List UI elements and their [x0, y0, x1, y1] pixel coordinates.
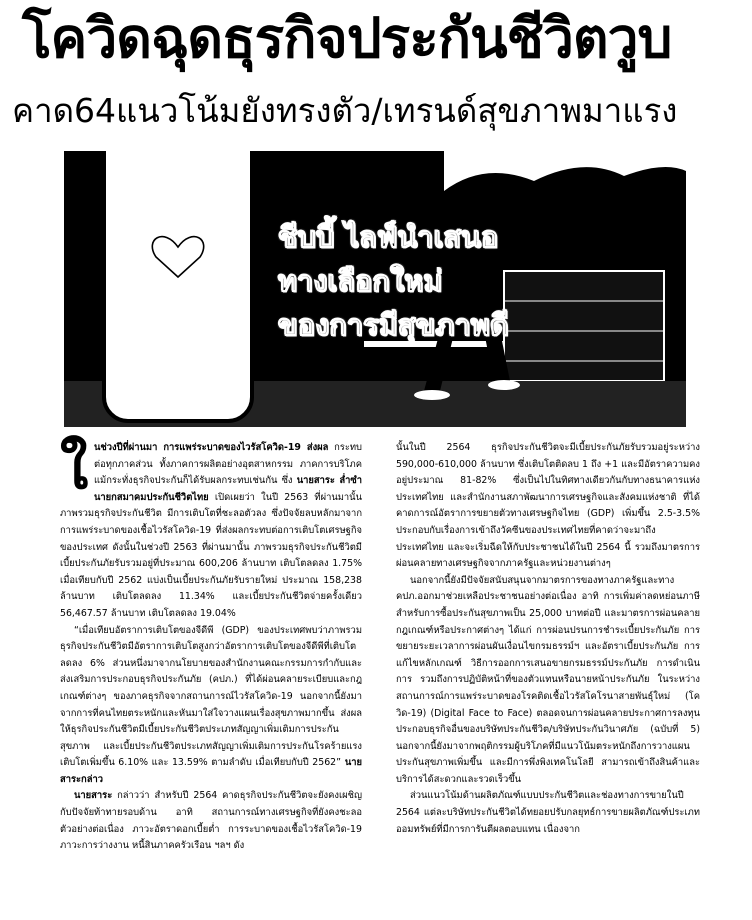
- dropcap: ใ: [60, 434, 89, 502]
- paragraph: ส่วนแนวโน้มด้านผลิตภัณฑ์แบบประกันชีวิตและช่องทางการขายในปี 2564 แต่ละบริษัทประกันชีวิตได้ทยอยปรับกลยุทธ์การขายผลิตภัณฑ์ประเภทออมทรัพย์ที่มีการการันตีผลตอบแทน เนื่องจาก: [396, 790, 700, 835]
- lead-bold: นช่วงปีที่ผ่านมา การแพร่ระบาดของไวรัสโควิด-19 ส่งผล: [94, 442, 329, 453]
- subheadline: คาด64แนวโน้มยังทรงตัว/เทรนด์สุขภาพมาแรง: [12, 91, 678, 130]
- headline: โควิดฉุดธุรกิจประกันชีวิตวูบ: [22, 6, 672, 70]
- overlay-line-2: ทางเลือกใหม่: [278, 264, 443, 298]
- paragraph: [60, 623, 362, 789]
- paragraph: [60, 434, 363, 623]
- paragraph-text: เปิดเผยว่า ในปี 2563 ที่ผ่านมานั้นภาพรวมธุรกิจประกันชีวิต มีการเติบโตที่ชะลอตัวลง ซึ่งปัจจัยลบหลักมาจากการแพร่ระบาดของเชื้อไวรัสโควิด-19 ที่ส่งผลกระทบต่อการเติบโตเศรษฐกิจของประเทศ ดังนั้นในช่วงปี 2563 ที่ผ่านมานั้น ภาพรวมธุรกิจประกันชีวิตมีเบี้ยประกันภัยรับรวมอยู่ที่ประมาณ 600,206 ล้านบาท เติบโตลดลง 1.75% เมื่อเทียบกับปี 2562 แบ่งเป็นเบี้ยประกันภัยรับรายใหม่ ประมาณ 158,238 ล้านบาท เติบโตลดลง 11.34% และเบี้ยประกันชีวิตจ่ายครั้งเดียว 56,467.57 ล้านบาท เติบโตลดลง 19.04%: [60, 491, 363, 619]
- paragraph: นั้นในปี 2564 ธุรกิจประกันชีวิตจะมีเบี้ยประกันภัยรับรวมอยู่ระหว่าง 590,000-610,000 ล้านบาท ซึ่งเติบโตติดลบ 1 ถึง +1 และมีอัตราความคงอยู่ประมาณ 81-82% ซึ่งเป็นไปในทิศทางเดียวกันกับทางธนาคารแห่งประเทศไทย และสำนักงานสภาพัฒนาการเศรษฐกิจและสังคมแห่งชาติ ที่ได้คาดการณ์อัตราการขยายตัวทางเศรษฐกิจไทย (GDP) เพิ่มขึ้น 2.5-3.5% ประกอบกับเรื่องการเข้าถึงวัคซีนของประเทศไทยที่คาดว่าจะมาถึงประเทศไทย และจะเริ่มฉีดให้กับประชาชนได้ในปี 2564 นี้ รวมถึงมาตรการผ่อนคลายทางเศรษฐกิจจากภาครัฐและหน่วยงานต่างๆ: [396, 442, 700, 570]
- overlay-line-3: ของการมีสุขภาพดี: [278, 308, 509, 342]
- quote-text: “เมื่อเทียบอัตราการเติบโตของจีดีพี (GDP) ของประเทศพบว่าภาพรวมธุรกิจประกันชีวิตมีอัตราการเติบโตสูงกว่าอัตราการเติบโตของจีดีพีที่เติบโตลดลง 6% ส่วนหนึ่งมาจากนโยบายของสำนักงานคณะกรรมการกำกับและส่งเสริมการประกอบธุรกิจประกันภัย (คปภ.) ที่ได้ผ่อนคลายระเบียบและกฎเกณฑ์ต่างๆ ของภาคธุรกิจจากสถานการณ์ไวรัสโควิด-19 นอกจากนี้ยังมาจากการที่คนไทยตระหนักและหันมาใส่ใจวางแผนเรื่องสุขภาพมากขึ้น ส่งผลให้ธุรกิจประกันชีวิตมีเบี้ยประกันชีวิตประเภทสัญญาเพิ่มเติมการประกันสุขภาพ และเบี้ยประกันชีวิตประเภทสัญญาเพิ่มเติมการประกันโรคร้ายแรง เติบโตเพิ่มขึ้น 6.10% และ 13.59% ตามลำดับ เมื่อเทียบกับปี 2562”: [60, 624, 362, 769]
- paragraph: นอกจากนี้ยังมีปัจจัยสนับสนุนจากมาตรการของทางภาครัฐและทาง คปภ.ออกมาช่วยเหลือประชาชนอย่างต่อเนื่อง อาทิ การเพิ่มค่าลดหย่อนภาษีสำหรับการซื้อประกันสุขภาพเป็น 25,000 บาทต่อปี และมาตรการผ่อนคลายกฎเกณฑ์หรือประกาศต่างๆ ได้แก่ การผ่อนปรนการชำระเบี้ยประกันภัย การขยายระยะเวลาการผ่อนผันเงื่อนไขกรมธรรม์ฯ และอัตราเบี้ยประกันภัย การแก้ไขหลักเกณฑ์ วิธีการออกการเสนอขายกรมธรรม์ประกันภัย การดำเนินการ รวมถึงการปฏิบัติหน้าที่ของตัวแทนหรือนายหน้าประกันภัย ในระหว่างสถานการณ์การแพร่ระบาดของโรคติดเชื้อไวรัสโคโรนาสายพันธุ์ใหม่ (โควิด-19) (Digital Face to Face) ตลอดจนการผ่อนคลายประกาศการลงทุนประกอบธุรกิจอื่นของบริษัทประกันชีวิต/บริษัทประกันวินาศภัย (ฉบับที่ 5) นอกจากนี้ยังมาจากพฤติกรรมผู้บริโภคที่มีแนวโน้มตระหนักถึงการวางแผนประกันสุขภาพเพิ่มขึ้น และมีการพึ่งพิงเทคโนโลยี สามารถเข้าถึงสินค้าและบริการได้สะดวกและรวดเร็วขึ้น: [396, 574, 700, 785]
- article-photo: [64, 151, 686, 427]
- speaker-name: นายสาระ: [74, 790, 113, 802]
- photo-overlay-text: [278, 215, 608, 347]
- phone-icon: [104, 151, 252, 421]
- article-column-left: [60, 434, 363, 855]
- overlay-line-1: ชีบบี้ ไลฟ์นำเสนอ: [278, 220, 499, 254]
- attribution: นายสาระกล่าว: [60, 757, 362, 785]
- speaker-name: นายสาระ ล่ำซำ นายกสมาคมประกันชีวิตไทย: [94, 475, 362, 503]
- paragraph-text: กระทบต่อทุกภาคส่วน ทั้งภาคการผลิตอย่างอุตสาหกรรม ภาคการบริโภค แม้กระทั่งธุรกิจประกันก็ได้รับผลกระทบเช่นกัน ซึ่ง: [94, 442, 362, 487]
- article-column-right: [396, 440, 700, 838]
- paragraph: [60, 788, 362, 854]
- paragraph-text: กล่าวว่า สำหรับปี 2564 คาดธุรกิจประกันชีวิตจะยังคงเผชิญกับปัจจัยท้าทายรอบด้าน อาทิ สถานการณ์ทางเศรษฐกิจที่ยังคงชะลอตัวอย่างต่อเนื่อง ภาวะอัตราดอกเบี้ยต่ำ การระบาดของเชื้อไวรัสโควิด-19 ภาวะการว่างงาน หนี้สินภาคครัวเรือน ฯลฯ ดัง: [60, 790, 362, 852]
